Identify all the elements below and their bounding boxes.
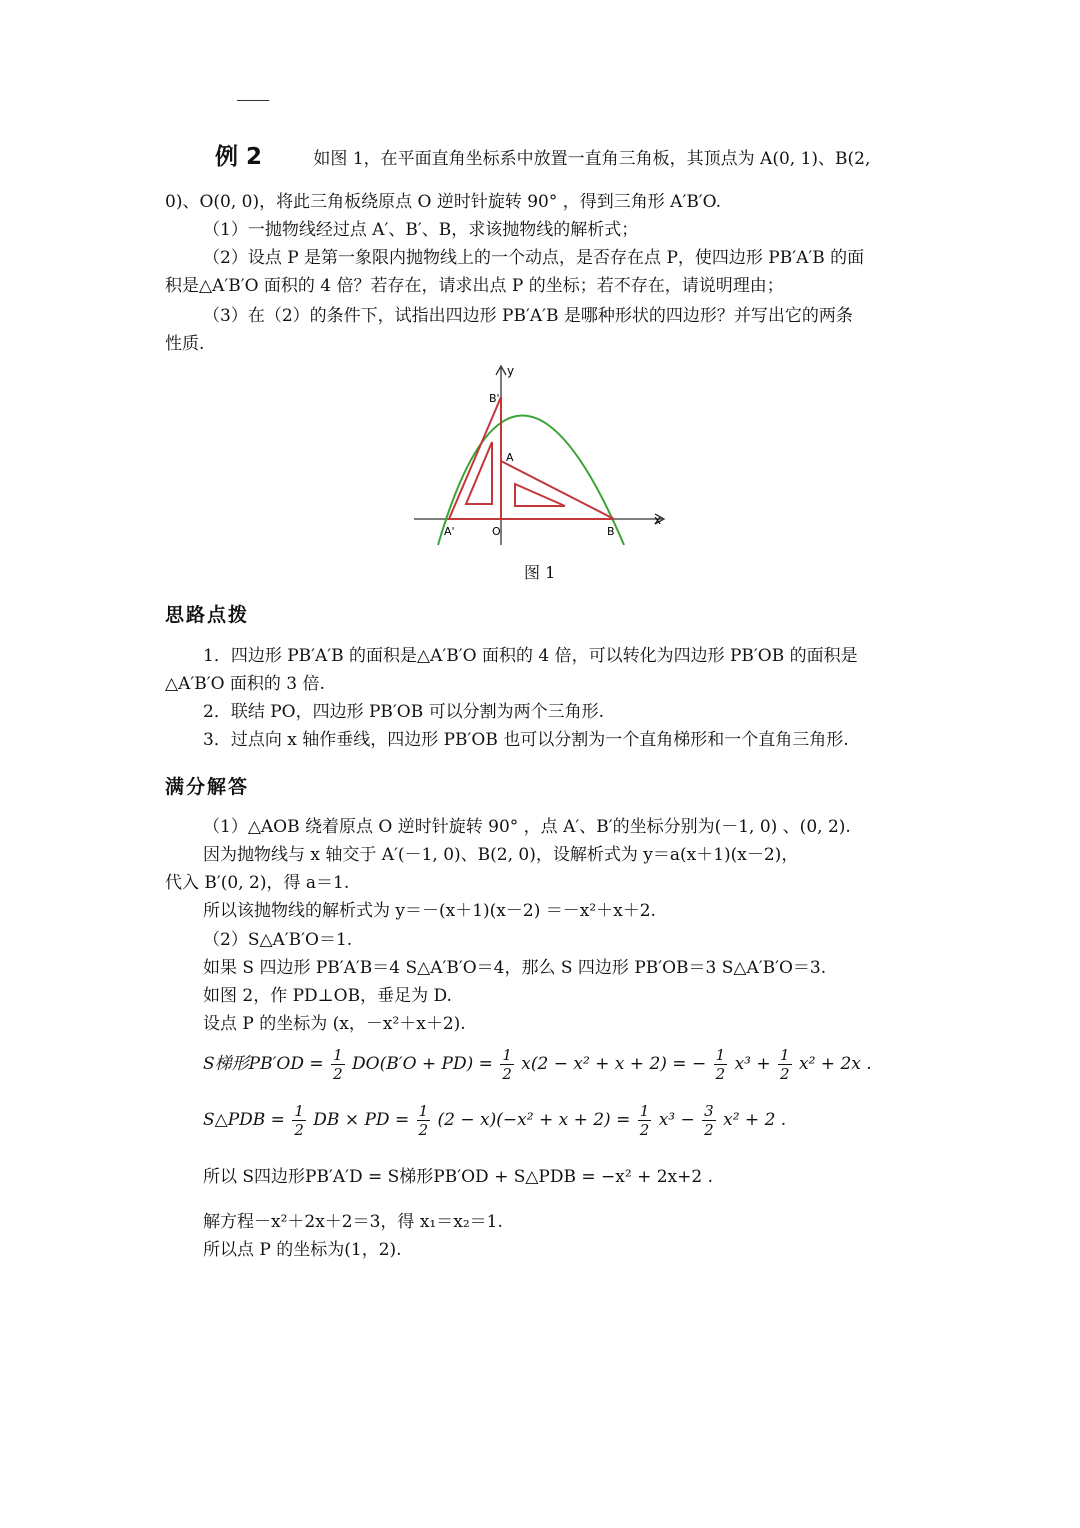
- problem-part-3-cont: 性质.: [165, 334, 205, 354]
- formula-triangle-area: S△PDB = $\frac{1}{2}$ DB × PD = $\frac{1}{2}$ (2 − x)(−x² + x + 2) = $\frac{1}{2}$ x³ − $\frac{3}{2}$ x² + 2 .: [203, 1102, 787, 1139]
- problem-part-3: （3）在（2）的条件下，试指出四边形 PB′A′B 是哪种形状的四边形？并写出它的两条: [203, 306, 853, 326]
- problem-line-2: 0)、O(0, 0)，将此三角板绕原点 O 逆时针旋转 90° ，得到三角形 A′B′O.: [165, 192, 722, 212]
- label-b-prime: B': [489, 392, 500, 405]
- solution-line-7: 如图 2，作 PD⊥OB，垂足为 D.: [203, 986, 452, 1006]
- fraction: $\frac{1}{2}$: [418, 1102, 429, 1139]
- hint-2: 2．联结 PO，四边形 PB′OB 可以分割为两个三角形.: [203, 702, 605, 722]
- fraction: $\frac{1}{2}$: [294, 1102, 304, 1139]
- label-b: B: [607, 525, 615, 538]
- figure-caption: 图 1: [524, 563, 556, 582]
- solution-line-9: 所以 S四边形PB′A′D = S梯形PB′OD + S△PDB = −x² + 2x+2 .: [203, 1167, 714, 1187]
- solution-line-5: （2）S△A′B′O＝1.: [203, 930, 353, 950]
- triangle-a-prime-b-prime-o: [449, 397, 501, 519]
- label-y: y: [507, 364, 515, 378]
- solution-line-3: 代入 B′(0, 2)，得 a＝1.: [165, 873, 350, 893]
- hint-1: 1．四边形 PB′A′B 的面积是△A′B′O 面积的 4 倍，可以转化为四边形 PB′OB 的面积是: [203, 646, 858, 666]
- figure-1-graph: [400, 360, 680, 555]
- solution-line-11: 所以点 P 的坐标为(1，2).: [203, 1240, 402, 1260]
- solution-line-2: 因为抛物线与 x 轴交于 A′(－1, 0)、B(2, 0)，设解析式为 y＝a(x＋1)(x－2)，: [203, 845, 799, 865]
- solution-line-8: 设点 P 的坐标为 (x，－x²＋x＋2).: [203, 1014, 466, 1034]
- triangle-inner-right: [515, 484, 565, 506]
- label-a: A: [506, 451, 514, 464]
- fraction: $\frac{1}{2}$: [715, 1046, 726, 1083]
- fraction: $\frac{1}{2}$: [333, 1046, 343, 1083]
- solution-line-4: 所以该抛物线的解析式为 y＝－(x＋1)(x－2) ＝－x²＋x＋2.: [203, 901, 656, 921]
- solution-line-6: 如果 S 四边形 PB′A′B＝4 S△A′B′O＝4，那么 S 四边形 PB′OB＝3 S△A′B′O＝3.: [203, 958, 827, 978]
- hint-3: 3．过点向 x 轴作垂线，四边形 PB′OB 也可以分割为一个直角梯形和一个直角三角形.: [203, 730, 849, 750]
- solution-line-1: （1）△AOB 绕着原点 O 逆时针旋转 90° ，点 A′、B′的坐标分别为(－1, 0) 、(0, 2).: [203, 817, 851, 837]
- fraction: $\frac{1}{2}$: [780, 1046, 790, 1083]
- problem-part-2-cont: 积是△A′B′O 面积的 4 倍？若存在，请求出点 P 的坐标；若不存在，请说明理由；: [165, 276, 784, 296]
- solution-heading: 满分解答: [165, 776, 250, 798]
- label-x: x: [654, 513, 662, 527]
- label-a-prime: A': [444, 525, 455, 538]
- hint-1-cont: △A′B′O 面积的 3 倍.: [165, 674, 325, 694]
- hints-heading: 思路点拨: [165, 604, 250, 626]
- problem-line-1: 例 2 如图 1，在平面直角坐标系中放置一直角三角板，其顶点为 A(0, 1)、B(2,: [215, 144, 871, 170]
- problem-part-2: （2）设点 P 是第一象限内抛物线上的一个动点，是否存在点 P，使四边形 PB′A′B 的面: [203, 248, 865, 268]
- header-rule: [237, 100, 269, 101]
- fraction: $\frac{1}{2}$: [639, 1102, 650, 1139]
- example-label: 例 2: [215, 144, 263, 170]
- solution-line-10: 解方程－x²＋2x＋2＝3，得 x₁＝x₂＝1.: [203, 1212, 503, 1232]
- fraction: $\frac{1}{2}$: [502, 1046, 512, 1083]
- formula-trapezoid-area: S梯形PB′OD = $\frac{1}{2}$ DO(B′O + PD) = $\frac{1}{2}$ x(2 − x² + x + 2) = − $\frac{1}{2}$ x³ + $\frac{1}{2}$ x² + 2x .: [203, 1046, 872, 1083]
- triangle-inner-left: [466, 442, 492, 504]
- problem-part-1: （1）一抛物线经过点 A′、B′、B，求该抛物线的解析式；: [203, 220, 639, 240]
- label-o: O: [492, 525, 501, 538]
- fraction: $\frac{3}{2}$: [704, 1102, 714, 1139]
